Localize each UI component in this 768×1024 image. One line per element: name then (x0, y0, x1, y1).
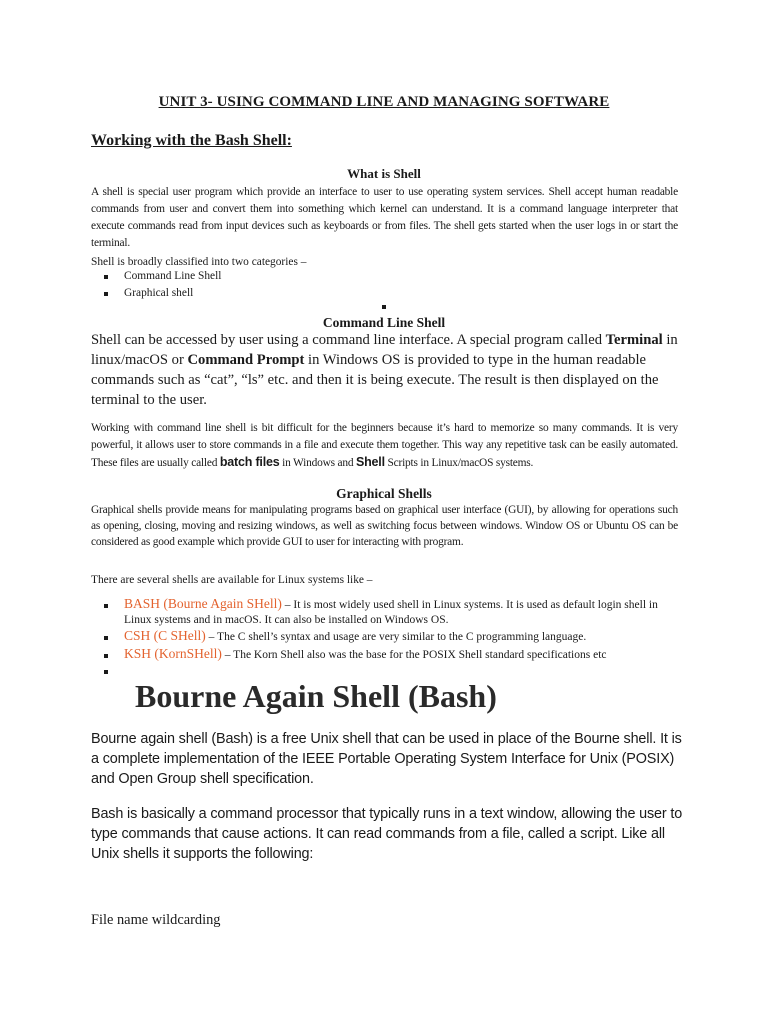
command-line-paragraph-2: Working with command line shell is bit difficult for the beginners because it’s hard to memorize so many commands. It is very powerful, it allows user to store commands in a file and execute them together. This way any repetitive task can be easily automated. These files are usually called batch files in Windows and Shell Scripts in Linux/macOS systems. (91, 422, 678, 469)
shell-item-csh (91, 628, 691, 646)
category-item (91, 268, 651, 285)
category-list (91, 268, 651, 302)
what-is-shell-heading: What is Shell (347, 166, 421, 181)
section-title: Working with the Bash Shell: (91, 132, 292, 149)
what-is-shell-paragraph: A shell is special user program which provide an interface to user to use operating system services. Shell accept human readable commands from user and convert them into something which kernel can understand. It is a command language interpreter that execute commands read from input devices such as keyboards or from files. The shell gets started when the user logs in or start the terminal. (91, 186, 678, 249)
shell-desc: – The Korn Shell also was the base for the POSIX Shell standard specifications etc (221, 649, 607, 661)
graphical-shells-paragraph: Graphical shells provide means for manipulating programs based on graphical user interface (GUI), by allowing for operations such as opening, closing, moving and resizing windows, as well as switching focus between windows. Window OS or Ubuntu OS can be considered as good example which provide GUI to user for interacting with program. (91, 504, 678, 548)
command-line-paragraph-1: Shell can be accessed by user using a command line interface. A special program called Terminal in linux/macOS or Command Prompt in Windows OS is provided to type in the human readable commands such as “cat”, “ls” etc. and then it is being execute. The result is then displayed on the terminal to the user. (91, 332, 678, 408)
bullet-icon (104, 604, 108, 608)
bullet-icon (382, 305, 386, 309)
shell-item-bash (91, 596, 691, 628)
bash-paragraph-2: Bash is basically a command processor that typically runs in a text window, allowing the user to type commands that cause actions. It can read commands from a file, called a script. Like all Unix shells it supports the following: (91, 806, 683, 862)
shell-list (91, 596, 691, 678)
bash-paragraph-1: Bourne again shell (Bash) is a free Unix shell that can be used in place of the Bourne shell. It is a complete implementation of the IEEE Portable Operating System Interface for Unix (POSIX) and Open Group shell specification. (91, 731, 682, 787)
several-shells-intro: There are several shells are available for Linux systems like – (91, 574, 373, 586)
category-label: Command Line Shell (124, 270, 222, 282)
category-item (91, 285, 651, 302)
unit-title: UNIT 3- USING COMMAND LINE AND MANAGING SOFTWARE (158, 94, 610, 110)
shell-desc: – The C shell’s syntax and usage are very similar to the C programming language. (205, 631, 587, 643)
terminal-term: Terminal (605, 332, 663, 348)
category-label: Graphical shell (124, 287, 194, 299)
bullet-icon (104, 654, 108, 658)
shell-term: Shell (355, 455, 385, 469)
bullet-icon (104, 670, 108, 674)
command-line-shell-heading: Command Line Shell (322, 315, 446, 330)
batch-files-term: batch files (219, 455, 280, 469)
bullet-icon (104, 275, 108, 279)
shell-item-ksh (91, 646, 691, 664)
bash-heading: Bourne Again Shell (Bash) (135, 678, 497, 714)
shell-name: CSH (C SHell) (124, 628, 206, 643)
classified-intro: Shell is broadly classified into two categories – (91, 256, 307, 268)
empty-list-item (91, 664, 691, 678)
bullet-icon (104, 636, 108, 640)
shell-name: KSH (KornSHell) (124, 646, 222, 661)
graphical-shells-heading: Graphical Shells (336, 486, 432, 501)
bash-feature-item: File name wildcarding (91, 912, 221, 928)
command-prompt-term: Command Prompt (187, 352, 305, 368)
bullet-icon (104, 292, 108, 296)
shell-desc: – It is most widely used shell in Linux systems. It is used as default login shell in Linux systems and in macOS. It can also be installed on Windows OS. (124, 599, 658, 626)
shell-name: BASH (Bourne Again SHell) (124, 596, 282, 611)
